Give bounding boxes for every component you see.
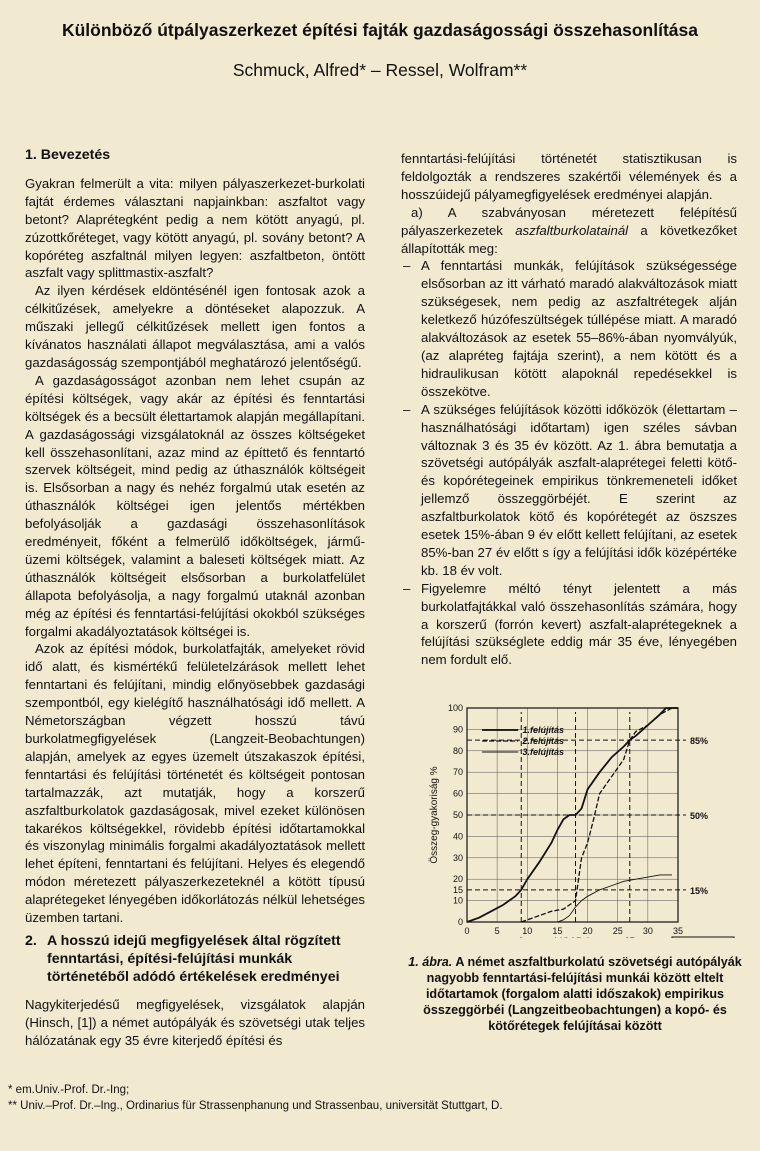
reference-label: 85% [690,736,709,747]
y-tick-label: 20 [452,874,463,885]
series-line-3 [557,875,672,922]
reference-label: 15% [690,885,709,896]
cumulative-frequency-chart [411,698,740,938]
intro-text-end: a következőket állapították meg: [401,222,737,256]
paragraph: Az ilyen kérdések eldöntésénél igen fontosak azok a célkitűzések, amelyekre a döntéseket alapozzuk. A műszaki jellegű célkitűzések mellett igen fontos a kívánatos használati állapot megválasztása, ami a valós gazdaságosság szempontjából meghatározó jelentőségű. [25,283,365,370]
legend-label: 2.felújítás [522,736,564,746]
y-tick-label: 90 [452,724,463,735]
list-item-text: A fenntartási munkák, felújítások szükségessége elsősorban az itt várható maradó alakváltozások miatt szükségesek, nem pedig az aszfaltrétegek alján keletkező húzófeszültségek túllépése miatt. A maradó alakváltozások az esetek 55–86%-ában nyomvályúk, (az alapréteg fajtája szerint), a nem kötött és a hidraulikusan kötött alapoknál repedésekkel is összekötve. [421,258,737,399]
article-title: Különböző útpályaszerkezet építési fajták gazdaságossági összehasonlítása [61,20,699,40]
footnote: * em.Univ.-Prof. Dr.-Ing; [8,1084,130,1096]
y-tick-label: 30 [452,852,463,863]
footnotes [8,1082,748,1114]
list-item [401,401,737,580]
dash-marker: – [403,401,411,417]
y-tick-label: 50 [452,810,463,820]
finding-list [401,257,737,669]
dash-marker: – [403,580,411,596]
x-tick-label: 25 [612,926,623,936]
paragraph-intro [401,204,737,258]
y-tick-label: 10 [452,895,463,906]
left-column [25,147,365,1049]
article-authors: Schmuck, Alfred* – Ressel, Wolfram** [232,60,528,80]
section-1-heading: 1. Bevezetés [25,147,111,163]
y-tick-label: 80 [452,745,463,756]
reference-label: 50% [690,811,709,821]
paragraph: fenntartási-felújítási történetét statisztikusan is feldolgozták a rendszeres szakértői vélemények és a hosszúidejű pályamegfigyelések eredményei alapján. [401,151,737,202]
legend-label: 1.felújítás [522,725,564,735]
list-item [401,580,737,670]
x-tick-label: 0 [464,926,470,936]
x-tick-label: 15 [552,926,563,936]
footnote: ** Univ.–Prof. Dr.–Ing., Ordinarius für Strassenphanung und Strassenbau, universität Stuttgart, D. [8,1100,503,1112]
x-tick-label: 5 [494,926,500,936]
y-tick-label: 60 [452,788,463,799]
paragraph: Gyakran felmerült a vita: milyen pályaszerkezet-burkolati fajtát érdemes választani napjainkban: aszfaltot vagy betont? Alaprétegként pedig a nem kötött anyagú, pl. zúzottkőréteget, vagy kötött anyagú, pl. sovány betont? A kopóréteg aszfaltnál milyen legyen: aszfaltbeton, öntött aszfalt vagy splittmastix-aszfalt? [25,175,365,281]
section-2-number: 2. [25,932,37,949]
section-2-title: A hosszú idejű megfigyelések által rögzített fenntartási, építési-felújítási munkák történetéből adódó értékelések eredményei [47,932,341,985]
x-tick-label [519,936,524,938]
list-item-text: A szükséges felújítások közötti időközök (élettartam – használhatósági időtartam) igen széles sávban változnak 3 és 35 év között. Az 1. ábra bemutatja a szövetségi autópályák aszfalt-alaprétegei feletti kötő- és kopórétegeinek empirikus tönkremeneteli időket jellemző összeggörbéjét. E szerint az aszfaltburkolatok kötő és kopórétegét az öszszes esetek 15%-ában 9 év előtt kellett felújítani, az esetek 85%-ban 27 év előtt s így a felújítási idők középértéke kb. 18 év volt. [421,401,737,578]
y-tick-label: 0 [457,917,463,927]
section-2-heading [25,933,365,987]
paragraph: Nagykiterjedésű megfigyelések, vizsgálatok alapján (Hinsch, [1]) a német autópályák és szövetségi utak teljes hálózatának egy 35 évre kiterjedő építési és [25,996,365,1048]
intro-text: a) A szabványosan méretezett felépítésű pályaszerkezetek [401,204,737,238]
x-tick-label [625,936,635,938]
figure-1 [411,698,740,938]
x-tick-label: 35 [672,926,684,936]
y-tick-label: 70 [452,767,463,778]
y-axis-label: Összeg-gyakoriság % [429,766,440,864]
figure-caption [407,954,743,1034]
right-column [401,150,737,669]
y-tick-label: 100 [447,703,463,713]
x-tick-label: 20 [582,926,593,936]
y-tick-label: 40 [452,831,463,842]
paragraph: Azok az építési módok, burkolatfajták, amelyeket rövid idő alatt, és kismértékű felületelzárások mellett lehet fenntartani és felújítani, mindig előnyösebbek gazdasági szempontból, egy kielégítő használhatósági idő mellett. A Németországban végzett hosszú távú burkolatmegfigyelések (Langzeit-Beobachtungen) alapján, amelyek az egyes üzemelt útszakaszok építési, fenntartási és felújítási történetét és költségeit pontosan tartalmazzák, azt mutatják, hogy a korszerű aszfaltburkolatok gazdaságosak, mivel ezeket különösen takarékos költségekkel, rövidebb építési időtartamokkal és viszonylag minimális forgalmi akadályoztatások mellett lehet építeni, fenntartani és felújítani. Helyes és elegendő módon méretezett pályaszerkezeteknél a kötött típusú alaprétegeket lényegében időkorlátozás nélkül lehetséges üzemben tartani. [25,641,365,926]
list-item-text: Figyelemre méltó tényt jelentett a más burkolatfajtákkal való összehasonlítás számára, hogy a korszerű (forrón kevert) aszfalt-alaprétegeknek a felújítási szükséglete eddig már 35 éve, lényegében nem fordult elő. [421,580,737,668]
intro-italic: aszfaltburkolatainál [515,222,629,238]
paragraph: A gazdaságosságot azonban nem lehet csupán az építési költségek, vagy akár az építési és fenntartási költségek és a becsült élettartamok alapján megállapítani. A gazdaságossági vizsgálatoknál az összes költségeket kell összehasonlítani, azaz mind az építtető és fenntartó szervek költségeit, mind pedig az úthasználók költségeit is. Elsősorban a nagy és nehéz forgalmú utak esetén az úthasználók költségei igen jelentős mértékben befolyásolják a gazdasági összehasonlítások eredményeit, főként a felmerülő időköltségek, jármű-üzemi költségek, valamint a baleseti költségek miatt. Az úthasználók költségeit elsősorban a burkolatfelület állapota befolyásolja, a nagy forgalmú utaknál azonban még az építési és fenntartási-felújítási okokból szükséges forgalmi akadályoztatások költségei is. [25,372,365,639]
x-tick-label: 30 [642,926,653,936]
dash-marker: – [403,258,411,274]
y-tick-label: 15 [452,884,463,895]
x-tick-label: 10 [522,926,533,936]
list-item [401,257,737,400]
caption-text: A német aszfaltburkolatú szövetségi autópályák nagyobb fenntartási-felújítási munkái között eltelt időtartamok (forgalom alatti időszakok) empirikus összeggörbéi (Langzeitbeobachtungen) a kopó- és kötőrétegek felújításai között [423,955,742,1033]
legend-label: 3.felújítás [522,747,564,757]
caption-label: 1. ábra. [408,955,453,969]
x-axis-label [554,937,590,938]
